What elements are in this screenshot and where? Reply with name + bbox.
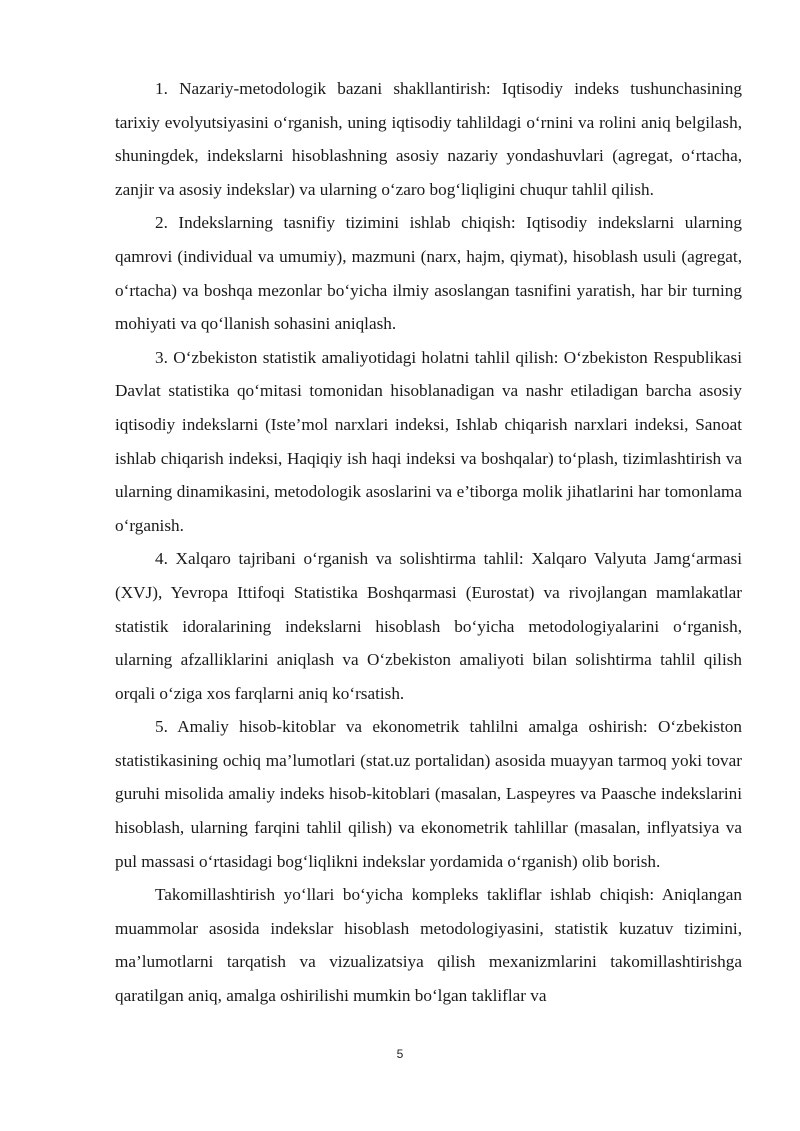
paragraph-4: 4. Xalqaro tajribani o‘rganish va solishtirma tahlil: Xalqaro Valyuta Jamg‘armasi (XVJ), Yevropa Ittifoqi Statistika Boshqarmasi (Eurostat) va rivojlangan mamlakatlar statistik idoralarining indekslarni hisoblash bo‘yicha metodologiyalarini o‘rganish, ularning afzalliklarini aniqlash va O‘zbekiston amaliyoti bilan solishtirma tahlil qilish orqali o‘ziga xos farqlarni aniq ko‘rsatish. (115, 549, 742, 703)
paragraph-2: 2. Indekslarning tasnifiy tizimini ishlab chiqish: Iqtisodiy indekslarni ularning qamrovi (individual va umumiy), mazmuni (narx, hajm, qiymat), hisoblash usuli (agregat, o‘rtacha) va boshqa mezonlar bo‘yicha ilmiy asoslangan tasnifini yaratish, har bir turning mohiyati va qo‘llanish sohasini aniqlash. (115, 213, 742, 334)
paragraph-1: 1. Nazariy-metodologik bazani shakllantirish: Iqtisodiy indeks tushunchasining tarixiy evolyutsiyasini o‘rganish, uning iqtisodiy tahlildagi o‘rnini va rolini aniq belgilash, shuningdek, indekslarni hisoblashning asosiy nazariy yondashuvlari (agregat, o‘rtacha, zanjir va asosiy indekslar) va ularning o‘zaro bog‘liqligini chuqur tahlil qilish. (115, 79, 742, 199)
document-page (115, 72, 742, 1013)
paragraph-5: 5. Amaliy hisob-kitoblar va ekonometrik tahlilni amalga oshirish: O‘zbekiston statistikasining ochiq ma’lumotlari (stat.uz portalidan) asosida muayyan tarmoq yoki tovar guruhi misolida amaliy indeks hisob-kitoblari (masalan, Laspeyres va Paasche indekslarini hisoblash, ularning farqini tahlil qilish) va ekonometrik tahlillar (masalan, inflyatsiya va pul massasi o‘rtasidagi bog‘liqlikni indekslar yordamida o‘rganish) olib borish. (115, 717, 742, 871)
paragraph-6: Takomillashtirish yo‘llari bo‘yicha kompleks takliflar ishlab chiqish: Aniqlangan muammolar asosida indekslar hisoblash metodologiyasini, statistik kuzatuv tizimini, ma’lumotlarni tarqatish va vizualizatsiya qilish mexanizmlarini takomillashtirishga qaratilgan aniq, amalga oshirilishi mumkin bo‘lgan takliflar va (115, 885, 742, 1006)
page-number: 5 (396, 1047, 404, 1061)
paragraph-3: 3. O‘zbekiston statistik amaliyotidagi holatni tahlil qilish: O‘zbekiston Respublikasi Davlat statistika qo‘mitasi tomonidan hisoblanadigan va nashr etiladigan barcha asosiy iqtisodiy indekslarni (Iste’mol narxlari indeksi, Ishlab chiqarish narxlari indeksi, Sanoat ishlab chiqarish indeksi, Haqiqiy ish haqi indeksi va boshqalar) to‘plash, tizimlashtirish va ularning dinamikasini, metodologik asoslarini va e’tiborga molik jihatlarini har tomonlama o‘rganish. (115, 347, 742, 535)
